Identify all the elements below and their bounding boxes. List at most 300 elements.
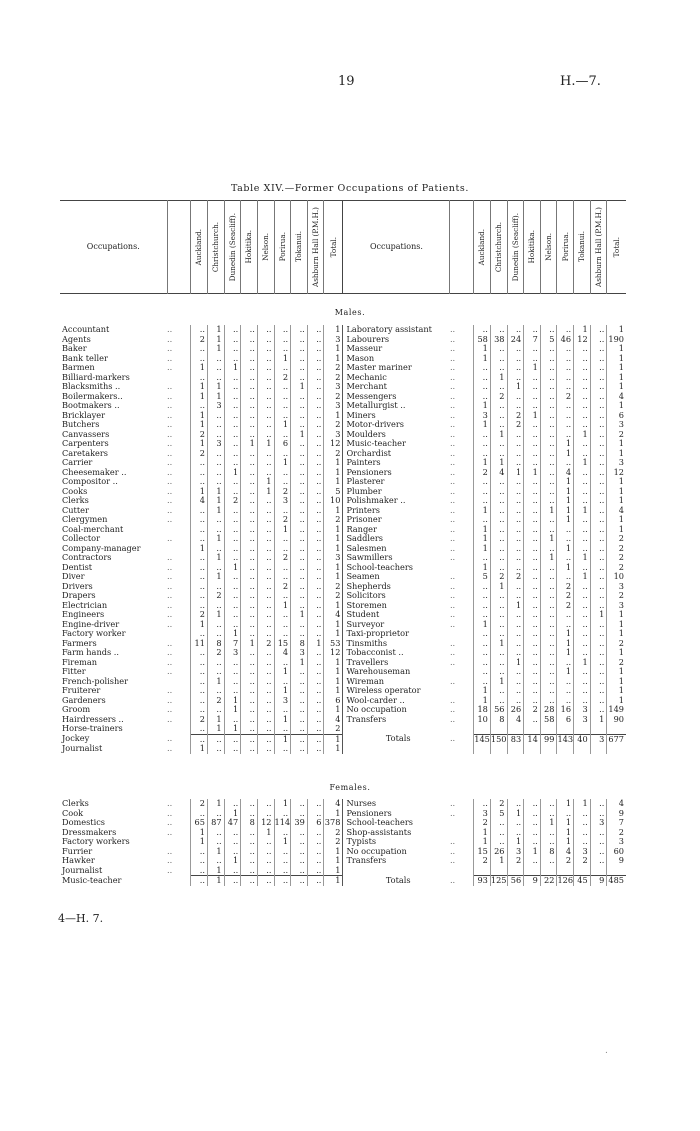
- value-cell: ..: [241, 335, 258, 345]
- occupation-cell: Orchardist: [343, 449, 450, 459]
- total-header-label: Total.: [328, 236, 338, 258]
- value-cell: ..: [274, 809, 291, 819]
- value-cell: ..: [490, 420, 507, 430]
- value-cell: ..: [207, 430, 224, 440]
- leader-dots: ..: [449, 705, 456, 714]
- value-cell: ..: [241, 705, 258, 715]
- total-cell: 2: [607, 544, 626, 554]
- institution-header: [590, 201, 607, 294]
- leader-dots: ..: [167, 467, 173, 477]
- value-cell: ..: [257, 382, 274, 392]
- total-cell: 3: [324, 401, 343, 411]
- leader-dots: ..: [449, 572, 456, 581]
- value-cell: 12: [574, 335, 591, 345]
- leader-dots: ..: [449, 382, 456, 391]
- value-cell: ..: [274, 344, 291, 354]
- institution-header: [274, 201, 291, 294]
- value-cell: ..: [257, 696, 274, 706]
- occupation-cell: Seamen: [343, 572, 450, 582]
- value-cell: ..: [540, 439, 557, 449]
- occupation-cell: Pensioners: [343, 468, 450, 478]
- table-row: [60, 344, 626, 354]
- value-cell: ..: [257, 744, 274, 754]
- value-cell: ..: [557, 411, 574, 421]
- leader-dots: ..: [167, 334, 173, 344]
- value-cell: 1: [207, 572, 224, 582]
- value-cell: ..: [524, 828, 541, 838]
- value-cell: 2: [490, 799, 507, 809]
- institution-header: [557, 201, 574, 294]
- value-cell: 3: [507, 847, 524, 857]
- value-cell: ..: [507, 544, 524, 554]
- value-cell: ..: [241, 582, 258, 592]
- value-cell: ..: [291, 667, 308, 677]
- value-cell: 2: [474, 856, 491, 866]
- value-cell: 2: [191, 335, 208, 345]
- value-cell: ..: [590, 563, 607, 573]
- value-cell: ..: [490, 363, 507, 373]
- value-cell: ..: [474, 363, 491, 373]
- value-cell: ..: [574, 610, 591, 620]
- value-cell: ..: [191, 677, 208, 687]
- value-cell: [507, 866, 524, 876]
- total-cell: 2: [324, 837, 343, 847]
- value-cell: ..: [574, 667, 591, 677]
- total-cell: 2: [324, 515, 343, 525]
- value-cell: ..: [274, 325, 291, 335]
- total-cell: 4: [607, 392, 626, 402]
- value-cell: ..: [540, 572, 557, 582]
- value-cell: 87: [207, 818, 224, 828]
- value-cell: ..: [540, 629, 557, 639]
- value-cell: ..: [257, 809, 274, 819]
- value-cell: 1: [191, 744, 208, 754]
- value-cell: ..: [490, 439, 507, 449]
- total-cell: 60: [607, 847, 626, 857]
- value-cell: ..: [241, 601, 258, 611]
- value-cell: 2: [207, 696, 224, 706]
- value-cell: ..: [257, 544, 274, 554]
- value-cell: 1: [257, 477, 274, 487]
- value-cell: ..: [241, 373, 258, 383]
- value-cell: ..: [241, 392, 258, 402]
- value-cell: ..: [257, 866, 274, 876]
- value-cell: ..: [291, 715, 308, 725]
- value-cell: ..: [274, 363, 291, 373]
- occupation-cell: Sawmillers: [343, 553, 450, 563]
- value-cell: ..: [557, 658, 574, 668]
- value-cell: 2: [507, 572, 524, 582]
- value-cell: 1: [274, 734, 291, 744]
- stray-mark: .: [605, 1046, 608, 1056]
- value-cell: ..: [490, 601, 507, 611]
- value-cell: 2: [557, 856, 574, 866]
- table-row: [60, 828, 626, 838]
- value-cell: 1: [207, 724, 224, 734]
- value-cell: ..: [574, 468, 591, 478]
- value-cell: 1: [574, 658, 591, 668]
- leader-dots: ..: [449, 363, 456, 372]
- value-cell: ..: [241, 724, 258, 734]
- value-cell: ..: [490, 534, 507, 544]
- value-cell: 1: [557, 449, 574, 459]
- value-cell: ..: [191, 809, 208, 819]
- total-cell: 1: [607, 344, 626, 354]
- value-cell: ..: [224, 847, 241, 857]
- value-cell: ..: [257, 411, 274, 421]
- value-cell: ..: [590, 696, 607, 706]
- value-cell: ..: [524, 534, 541, 544]
- value-cell: ..: [307, 468, 324, 478]
- value-cell: ..: [274, 572, 291, 582]
- value-cell: 3: [274, 696, 291, 706]
- value-cell: 1: [474, 525, 491, 535]
- total-cell: 1: [324, 686, 343, 696]
- total-cell: 3: [607, 837, 626, 847]
- header-row: [60, 201, 626, 294]
- value-cell: ..: [557, 572, 574, 582]
- occupations-header: Occupations.: [343, 201, 450, 294]
- leader-dots: ..: [167, 505, 173, 515]
- value-cell: ..: [224, 734, 241, 744]
- occupation-cell: Masseur: [343, 344, 450, 354]
- value-cell: ..: [557, 363, 574, 373]
- value-cell: ..: [224, 439, 241, 449]
- value-cell: ..: [241, 363, 258, 373]
- value-cell: ..: [307, 401, 324, 411]
- value-cell: ..: [291, 734, 308, 744]
- leader-dots: [450, 818, 474, 828]
- occupation-cell: Travellers: [343, 658, 450, 668]
- value-cell: ..: [524, 354, 541, 364]
- total-cell: 1: [324, 525, 343, 535]
- institution-header: [307, 201, 324, 294]
- leader-dots: [450, 724, 474, 734]
- value-cell: 1: [274, 354, 291, 364]
- value-cell: ..: [257, 715, 274, 725]
- value-cell: ..: [490, 544, 507, 554]
- table-row: [60, 648, 626, 658]
- occupation-cell: [343, 744, 450, 754]
- total-header-label: Total.: [611, 236, 621, 258]
- value-cell: ..: [307, 876, 324, 886]
- occupation-cell: Ranger: [343, 525, 450, 535]
- value-cell: 6: [274, 439, 291, 449]
- occupation-cell: Painters: [343, 458, 450, 468]
- value-cell: ..: [507, 610, 524, 620]
- total-cell: 1: [324, 734, 343, 744]
- occupation-cell: Horse-trainers: [62, 724, 123, 734]
- value-cell: ..: [540, 601, 557, 611]
- table-row: [60, 325, 626, 335]
- value-cell: ..: [524, 325, 541, 335]
- leader-dots: ..: [167, 714, 173, 724]
- value-cell: ..: [257, 534, 274, 544]
- value-cell: 1: [274, 525, 291, 535]
- occupation-cell: Labourers: [343, 335, 450, 345]
- value-cell: ..: [507, 591, 524, 601]
- value-cell: ..: [291, 506, 308, 516]
- occupation-cell: Surveyor: [343, 620, 450, 630]
- value-cell: ..: [574, 525, 591, 535]
- total-cell: 2: [324, 392, 343, 402]
- institution-header: [524, 201, 541, 294]
- value-cell: ..: [557, 534, 574, 544]
- value-cell: ..: [590, 658, 607, 668]
- value-cell: ..: [574, 534, 591, 544]
- value-cell: ..: [241, 686, 258, 696]
- occupation-cell: Canvassers: [62, 429, 110, 439]
- value-cell: ..: [474, 382, 491, 392]
- institution-header: [490, 201, 507, 294]
- total-cell: 3: [607, 458, 626, 468]
- value-cell: 1: [557, 667, 574, 677]
- page-number: 19: [338, 74, 355, 89]
- value-cell: ..: [590, 496, 607, 506]
- females-table: [60, 799, 626, 886]
- value-cell: ..: [291, 525, 308, 535]
- value-cell: ..: [590, 525, 607, 535]
- value-cell: 4: [191, 496, 208, 506]
- value-cell: 1: [474, 544, 491, 554]
- leader-dots: ..: [167, 856, 173, 865]
- total-cell: 1: [324, 534, 343, 544]
- total-cell: 1: [324, 601, 343, 611]
- leader-dots: [167, 629, 191, 639]
- leader-dots: ..: [167, 695, 173, 705]
- value-cell: ..: [524, 601, 541, 611]
- value-cell: 2: [274, 582, 291, 592]
- value-cell: ..: [540, 325, 557, 335]
- value-cell: ..: [241, 420, 258, 430]
- value-cell: 2: [574, 856, 591, 866]
- value-cell: ..: [241, 572, 258, 582]
- leader-dots: ..: [449, 695, 456, 705]
- value-cell: ..: [207, 420, 224, 430]
- occupation-cell: Drivers: [62, 581, 93, 591]
- value-cell: ..: [291, 696, 308, 706]
- value-cell: ..: [490, 837, 507, 847]
- occupation-cell: Cooks: [62, 486, 88, 496]
- value-cell: ..: [291, 591, 308, 601]
- value-cell: ..: [307, 392, 324, 402]
- value-cell: ..: [574, 354, 591, 364]
- value-cell: ..: [241, 876, 258, 886]
- value-cell: ..: [307, 458, 324, 468]
- total-cell: 4: [324, 715, 343, 725]
- value-cell: ..: [574, 601, 591, 611]
- value-cell: ..: [557, 458, 574, 468]
- value-cell: ..: [574, 696, 591, 706]
- value-cell: ..: [241, 667, 258, 677]
- value-cell: ..: [207, 363, 224, 373]
- table-row: [60, 582, 626, 592]
- value-cell: ..: [191, 506, 208, 516]
- value-cell: ..: [257, 401, 274, 411]
- value-cell: 8: [490, 715, 507, 725]
- leader-dots: ..: [449, 467, 456, 477]
- occupation-cell: Nurses: [343, 799, 450, 809]
- table-row: [60, 392, 626, 402]
- occupation-cell: Journalist: [62, 744, 103, 753]
- value-cell: ..: [574, 496, 591, 506]
- table-row: [60, 818, 626, 828]
- value-cell: ..: [590, 430, 607, 440]
- total-cell: 2: [324, 363, 343, 373]
- value-cell: ..: [241, 648, 258, 658]
- value-cell: ..: [590, 373, 607, 383]
- value-cell: 2: [191, 610, 208, 620]
- occupation-cell: Butchers: [62, 420, 100, 429]
- value-cell: 2: [557, 392, 574, 402]
- table-row: [60, 639, 626, 649]
- institution-header-label: Nelson.: [543, 233, 553, 261]
- value-cell: 1: [524, 363, 541, 373]
- value-cell: ..: [574, 563, 591, 573]
- value-cell: ..: [590, 477, 607, 487]
- table-row: [60, 620, 626, 630]
- value-cell: ..: [574, 620, 591, 630]
- table-row: [60, 677, 626, 687]
- value-cell: ..: [524, 430, 541, 440]
- institution-header: [191, 201, 208, 294]
- value-cell: ..: [524, 496, 541, 506]
- total-cell: 1: [607, 677, 626, 687]
- leader-dots: [167, 544, 191, 554]
- value-cell: ..: [257, 335, 274, 345]
- value-cell: ..: [307, 496, 324, 506]
- value-cell: ..: [291, 620, 308, 630]
- occupation-cell: Messengers: [343, 392, 450, 402]
- value-cell: ..: [557, 420, 574, 430]
- occupation-cell: Moulders: [343, 430, 450, 440]
- table-row: [60, 373, 626, 383]
- leader-dots: ..: [449, 353, 456, 363]
- leader-dots: ..: [449, 610, 456, 619]
- leader-dots: ..: [167, 401, 173, 410]
- value-cell: ..: [524, 610, 541, 620]
- total-cell: 1: [324, 620, 343, 630]
- value-cell: ..: [191, 629, 208, 639]
- value-cell: ..: [307, 744, 324, 754]
- value-cell: 1: [574, 799, 591, 809]
- value-cell: ..: [274, 856, 291, 866]
- value-cell: ..: [590, 468, 607, 478]
- value-cell: ..: [307, 866, 324, 876]
- value-cell: ..: [574, 515, 591, 525]
- value-cell: ..: [274, 620, 291, 630]
- occupation-cell: Motor-drivers: [343, 420, 450, 430]
- value-cell: 1: [557, 828, 574, 838]
- total-cell: 3: [324, 430, 343, 440]
- occupation-cell: Shepherds: [343, 582, 450, 592]
- value-cell: ..: [490, 667, 507, 677]
- value-cell: 1: [291, 658, 308, 668]
- value-cell: 2: [274, 515, 291, 525]
- value-cell: ..: [540, 382, 557, 392]
- occupation-cell: Carpenters: [62, 439, 109, 448]
- value-cell: [540, 724, 557, 734]
- value-cell: ..: [524, 506, 541, 516]
- value-cell: ..: [241, 658, 258, 668]
- value-cell: ..: [307, 420, 324, 430]
- value-cell: 2: [191, 430, 208, 440]
- value-cell: ..: [540, 639, 557, 649]
- value-cell: ..: [291, 544, 308, 554]
- total-cell: 90: [607, 715, 626, 725]
- value-cell: ..: [224, 553, 241, 563]
- value-cell: ..: [241, 449, 258, 459]
- value-cell: ..: [307, 534, 324, 544]
- leader-dots: ..: [167, 363, 173, 372]
- value-cell: 1: [590, 715, 607, 725]
- value-cell: ..: [207, 458, 224, 468]
- total-cell: 2: [607, 828, 626, 838]
- occupation-cell: Drapers: [62, 591, 96, 600]
- value-cell: 3: [574, 705, 591, 715]
- value-cell: ..: [524, 572, 541, 582]
- table-row: [60, 658, 626, 668]
- value-cell: ..: [274, 534, 291, 544]
- value-cell: 1: [291, 430, 308, 440]
- total-cell: 2: [324, 828, 343, 838]
- value-cell: 1: [207, 847, 224, 857]
- value-cell: ..: [291, 496, 308, 506]
- value-cell: 3: [274, 496, 291, 506]
- occupation-cell: Baker: [62, 344, 87, 353]
- leader-dots: ..: [449, 391, 456, 401]
- table-row: [60, 458, 626, 468]
- total-cell: 3: [324, 382, 343, 392]
- leader-dots: ..: [167, 808, 173, 818]
- value-cell: 1: [474, 828, 491, 838]
- occupation-cell: Bank teller: [62, 353, 108, 363]
- total-cell: [607, 724, 626, 734]
- occupation-cell: Furrier: [62, 846, 93, 856]
- value-cell: ..: [224, 401, 241, 411]
- value-cell: 83: [507, 734, 524, 744]
- value-cell: ..: [524, 420, 541, 430]
- value-cell: ..: [590, 686, 607, 696]
- occupation-cell: Wool-carder ..: [343, 696, 450, 706]
- total-cell: 1: [324, 876, 343, 886]
- value-cell: ..: [507, 677, 524, 687]
- value-cell: ..: [507, 392, 524, 402]
- value-cell: ..: [241, 715, 258, 725]
- table-row: [60, 667, 626, 677]
- occupations-header: Occupations.: [86, 242, 140, 252]
- occupation-cell: Tinsmiths: [343, 639, 450, 649]
- value-cell: 1: [574, 553, 591, 563]
- table-row: [60, 601, 626, 611]
- value-cell: ..: [207, 705, 224, 715]
- leader-dots: ..: [449, 534, 456, 543]
- value-cell: ..: [224, 677, 241, 687]
- institution-header-label: Christchurch.: [493, 221, 503, 273]
- value-cell: ..: [224, 837, 241, 847]
- value-cell: 1: [557, 629, 574, 639]
- occupation-cell: Compositor ..: [62, 477, 118, 486]
- value-cell: ..: [224, 591, 241, 601]
- value-cell: 5: [474, 572, 491, 582]
- table-row: [60, 439, 626, 449]
- value-cell: ..: [191, 734, 208, 744]
- value-cell: ..: [474, 515, 491, 525]
- value-cell: ..: [274, 591, 291, 601]
- value-cell: 3: [474, 411, 491, 421]
- total-cell: 2: [607, 430, 626, 440]
- total-cell: 3: [607, 420, 626, 430]
